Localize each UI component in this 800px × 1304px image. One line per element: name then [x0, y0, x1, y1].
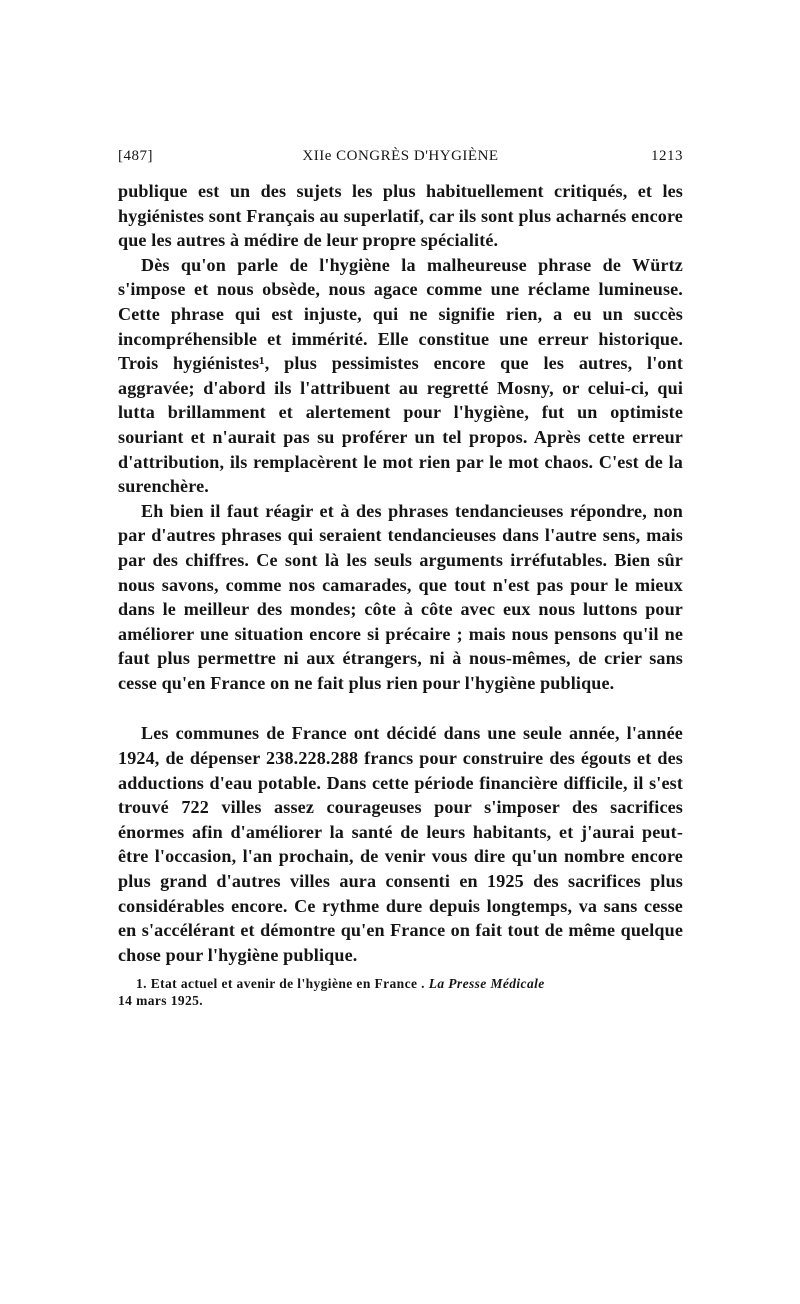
- footnote-text: 1. Etat actuel et avenir de l'hygiène en France .: [136, 976, 425, 992]
- running-title: XIIe CONGRÈS D'HYGIÈNE: [302, 148, 499, 164]
- running-head: [118, 148, 683, 165]
- footnote: [118, 975, 683, 1009]
- footnote-journal: La Presse Médicale: [428, 976, 545, 992]
- page-number: 1213: [651, 148, 683, 164]
- footnote-date: 14 mars 1925.: [118, 993, 204, 1009]
- book-page: [118, 148, 683, 1009]
- page-reference: [487]: [118, 148, 153, 164]
- body-text: [118, 179, 683, 967]
- paragraph-communes-spending: Les communes de France ont décidé dans une seule année, l'année 1924, de dépenser 238.228.288 francs pour construire des égouts et des adductions d'eau potable. Dans cette période financière difficile, il s'est trouvé 722 villes assez courageuses pour s'imposer des sacrifices énormes afin d'améliorer la santé de leurs habitants, et j'aurai peut-être l'occasion, l'an prochain, de venir vous dire qu'un nombre encore plus grand d'autres villes aura consenti en 1925 des sacrifices plus considérables encore. Ce rythme dure depuis longtemps, va sans cesse en s'accélérant et démontre qu'en France on fait tout de même quelque chose pour l'hygiène publique.: [118, 723, 683, 965]
- paragraph-wurtz-phrase: Dès qu'on parle de l'hygiène la malheureuse phrase de Würtz s'impose et nous obsède, nous agace comme une réclame lumineuse. Cette phrase qui est injuste, qui ne signifie rien, a eu un succès incompréhensible et immérité. Elle constitue une erreur historique. Trois hygiénistes¹, plus pessimistes encore que les autres, l'ont aggravée; d'abord ils l'attribuent au regretté Mosny, or celui-ci, qui lutta brillamment et alertement pour l'hygiène, fut un optimiste souriant et n'aurait pas su proférer un tel propos. Après cette erreur d'attribution, ils remplacèrent le mot rien par le mot chaos. C'est de la surenchère.: [118, 254, 683, 497]
- paragraph-continued: publique est un des sujets les plus habituellement critiqués, et les hygiénistes sont Français au superlatif, car ils sont plus acharnés encore que les autres à médire de leur propre spécialité.: [118, 181, 683, 251]
- paragraph-react-with-figures: Eh bien il faut réagir et à des phrases tendancieuses répondre, non par d'autres phrases qui seraient tendancieuses dans l'autre sens, mais par des chiffres. Ce sont là les seuls arguments irréfutables. Bien sûr nous savons, comme nos camarades, que tout n'est pas pour le mieux dans le meilleur des mondes; côte à côte avec eux nous luttons pour améliorer une situation encore si précaire ; mais nous pensons qu'il ne faut plus permettre ni aux étrangers, ni à nous-mêmes, de crier sans cesse qu'en France on ne fait plus rien pour l'hygiène publique.: [118, 500, 683, 693]
